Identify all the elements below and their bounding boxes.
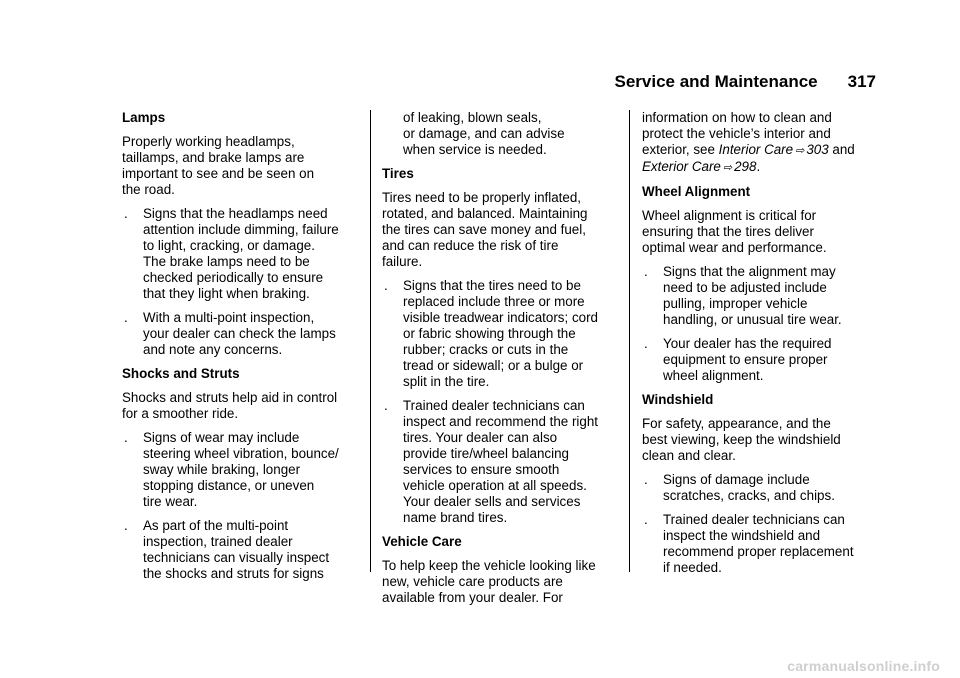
wheel-alignment-bullet-2 xyxy=(642,336,878,384)
windshield-bullet-2 xyxy=(642,512,878,576)
vehicle-care-intro: To help keep the vehicle looking like new, vehicle care products are available from your dealer. For xyxy=(382,558,596,605)
watermark: carmanualsonline.info xyxy=(787,658,940,674)
bullet-marker: . xyxy=(644,512,648,527)
exterior-care-link[interactable] xyxy=(642,159,756,174)
bullet-text: Trained dealer technicians can inspect the windshield and recommend proper replacement if needed. xyxy=(663,512,854,575)
column-divider-1 xyxy=(370,110,371,572)
page-number: 317 xyxy=(847,72,876,91)
ref-joiner: and xyxy=(828,142,855,157)
lamps-heading: Lamps xyxy=(122,110,166,125)
shocks-bullet-1 xyxy=(122,430,358,510)
tires-intro: Tires need to be properly inflated, rotated, and balanced. Maintaining the tires can save money and fuel, and can reduce the risk of tire failure. xyxy=(382,190,588,269)
windshield-bullet-1 xyxy=(642,472,878,504)
column-divider-2 xyxy=(629,110,630,572)
tires-bullet-2 xyxy=(382,398,618,526)
interior-care-page: 303 xyxy=(806,142,829,157)
bullet-marker: . xyxy=(644,472,648,487)
bullet-text: Signs that the tires need to be replaced include three or more visible treadwear indicators; cord or fabric showing through the rubber; cracks or cuts in the tread or sidewall; or a bulge or split in the tire. xyxy=(403,278,598,389)
ref-suffix: . xyxy=(756,159,761,174)
bullet-marker: . xyxy=(644,336,648,351)
bullet-marker: . xyxy=(384,398,388,413)
column-1 xyxy=(122,110,358,590)
bullet-marker: . xyxy=(124,430,128,445)
column-3 xyxy=(642,110,878,584)
exterior-care-title: Exterior Care xyxy=(642,159,721,174)
wheel-alignment-intro: Wheel alignment is critical for ensuring that the tires deliver optimal wear and performance. xyxy=(642,208,827,255)
shocks-heading: Shocks and Struts xyxy=(122,366,240,381)
bullet-text: With a multi-point inspection, your dealer can check the lamps and note any concerns. xyxy=(143,310,336,357)
bullet-marker: . xyxy=(384,278,388,293)
shocks-intro: Shocks and struts help aid in control for a smoother ride. xyxy=(122,390,338,421)
windshield-heading: Windshield xyxy=(642,392,714,407)
interior-care-title: Interior Care xyxy=(718,142,794,157)
page-header xyxy=(614,72,876,92)
lamps-bullet-1 xyxy=(122,206,358,302)
interior-care-link[interactable] xyxy=(719,142,829,157)
section-title: Service and Maintenance xyxy=(614,72,818,91)
tires-heading: Tires xyxy=(382,166,414,181)
page-ref-arrow-icon: ⇨ xyxy=(722,162,733,174)
exterior-care-page: 298 xyxy=(734,159,757,174)
bullet-text: Your dealer has the required equipment to ensure proper wheel alignment. xyxy=(663,336,832,383)
bullet-marker: . xyxy=(124,518,128,533)
bullet-text: Signs of wear may include steering wheel vibration, bounce/ sway while braking, longer stopping distance, or uneven tire wear. xyxy=(143,430,339,509)
bullet-text: Signs that the headlamps need attention include dimming, failure to light, cracking, or damage. The brake lamps need to be checked periodically to ensure that they light when braking. xyxy=(143,206,339,301)
page-ref-arrow-icon: ⇨ xyxy=(795,145,805,157)
bullet-marker: . xyxy=(124,206,128,221)
vehicle-care-cont-text: information on how to clean and protect the vehicle’s interior and xyxy=(642,110,832,141)
tires-bullet-1 xyxy=(382,278,618,390)
bullet-marker: . xyxy=(644,264,648,279)
lamps-bullet-2 xyxy=(122,310,358,358)
vehicle-care-heading: Vehicle Care xyxy=(382,534,462,549)
lamps-intro: Properly working headlamps, taillamps, and brake lamps are important to see and be seen on the road. xyxy=(122,134,315,197)
shocks-bullet-2 xyxy=(122,518,358,582)
bullet-text: Signs of damage include scratches, cracks, and chips. xyxy=(663,472,835,503)
bullet-marker: . xyxy=(124,310,128,325)
bullet-text: Signs that the alignment may need to be adjusted include pulling, improper vehicle handling, or unusual tire wear. xyxy=(663,264,842,327)
shocks-bullet-2-continued: of leaking, blown seals, or damage, and can advise when service is needed. xyxy=(403,110,565,157)
ref-prefix: exterior, see xyxy=(642,142,719,157)
vehicle-care-continued xyxy=(642,110,878,176)
windshield-intro: For safety, appearance, and the best viewing, keep the windshield clean and clear. xyxy=(642,416,841,463)
wheel-alignment-heading: Wheel Alignment xyxy=(642,184,751,199)
column-2 xyxy=(382,110,618,614)
bullet-text: As part of the multi-point inspection, trained dealer technicians can visually inspect the shocks and struts for signs xyxy=(143,518,330,581)
bullet-text: Trained dealer technicians can inspect and recommend the right tires. Your dealer can also provide tire/wheel balancing services to ensure smooth vehicle operation at all speeds. Your dealer sells and services name brand tires. xyxy=(403,398,599,525)
wheel-alignment-bullet-1 xyxy=(642,264,878,328)
